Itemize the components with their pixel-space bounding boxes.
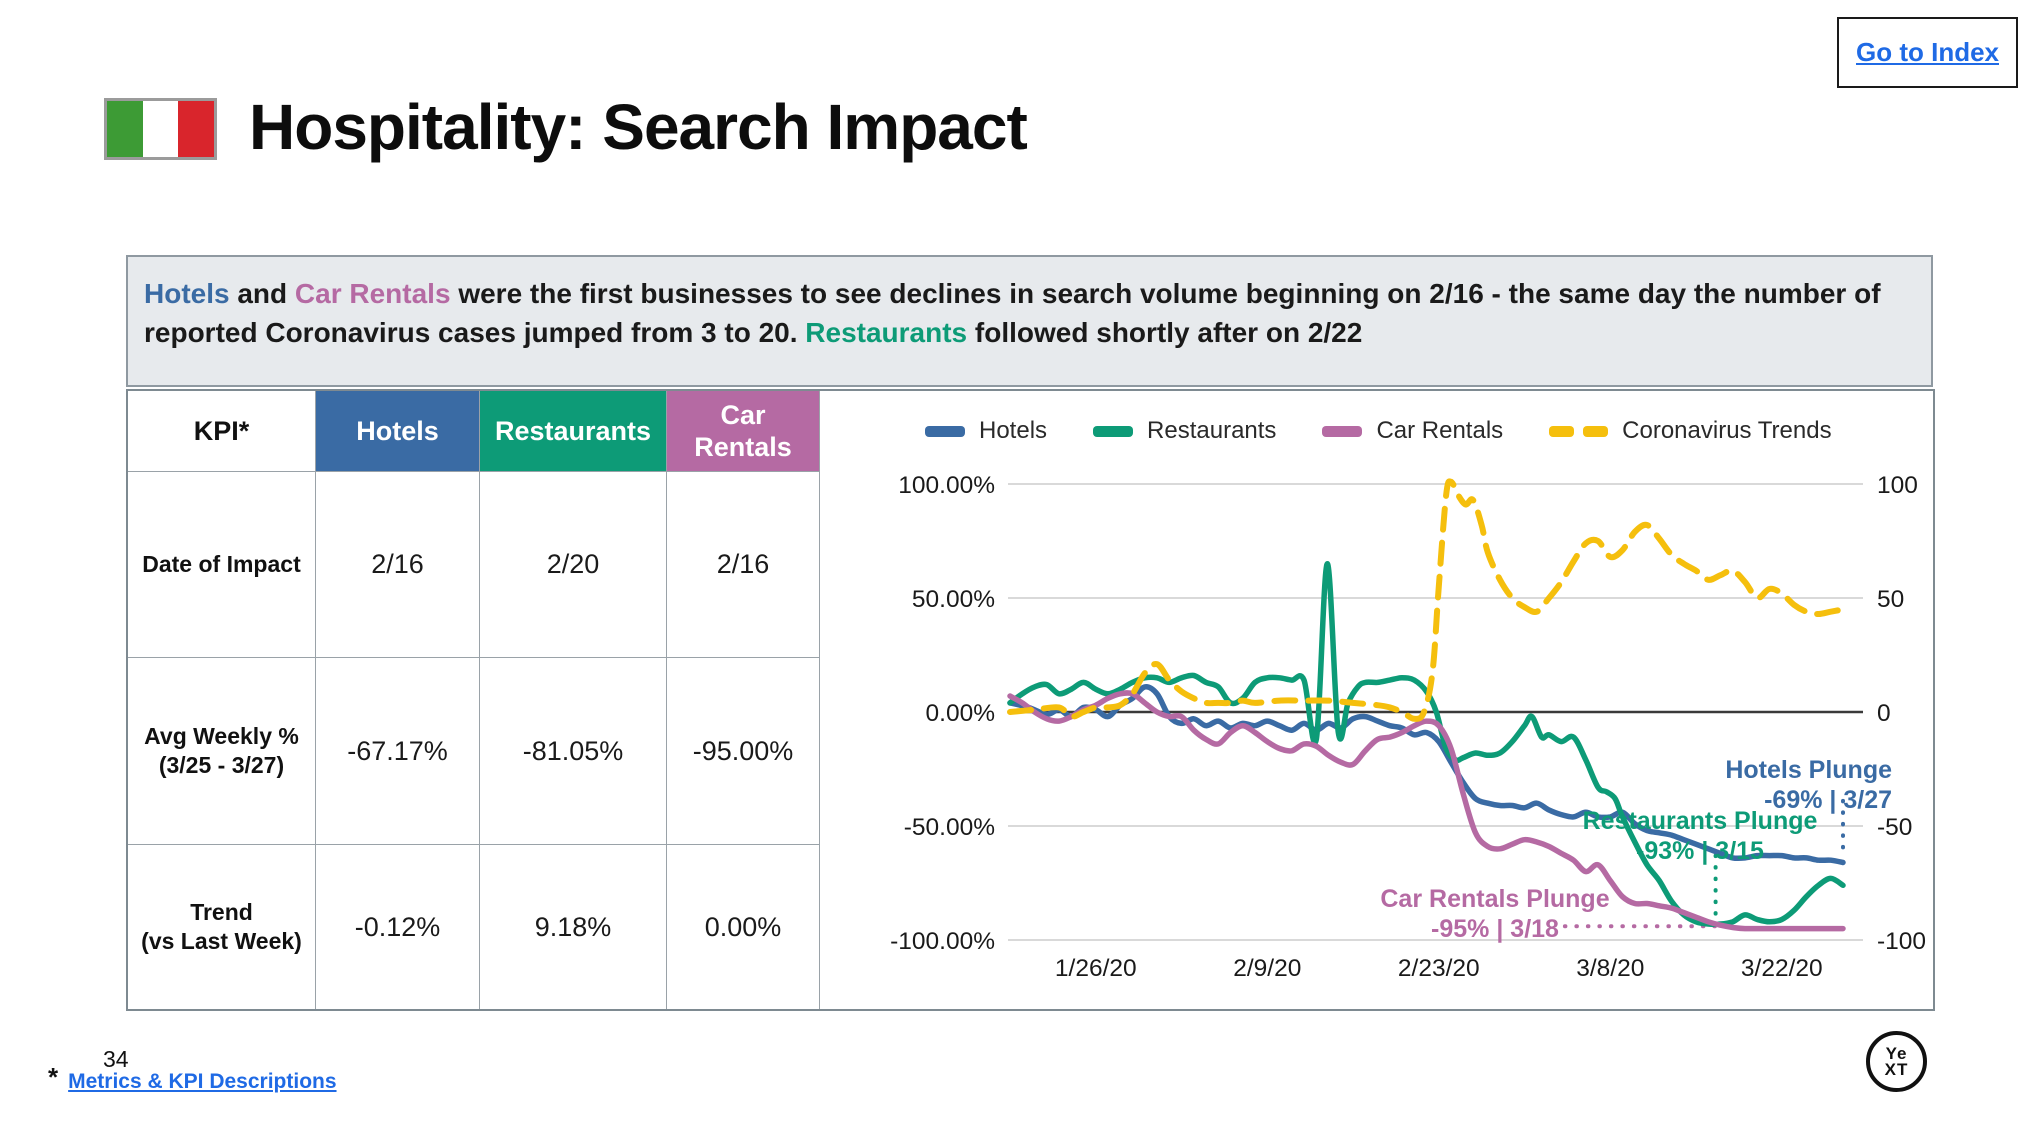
- summary-text: were the first businesses to see declines in search volume beginning on 2/16 - the same day the number of reported Coronavirus cases jumped from 3 to 20.: [144, 278, 1881, 348]
- yext-logo-text: Ye: [1885, 1043, 1908, 1063]
- kpi-header-cell: KPI*: [128, 391, 316, 472]
- table-cell: 2/16: [667, 472, 820, 658]
- annotation-line: Car Rentals Plunge: [1380, 885, 1610, 913]
- metrics-kpi-link[interactable]: Metrics & KPI Descriptions: [68, 1070, 337, 1093]
- legend-item-restaurants: [1093, 417, 1276, 445]
- legend-label: Car Rentals: [1376, 417, 1504, 444]
- annotation-line: Hotels Plunge: [1725, 756, 1892, 784]
- row-label-trend: [128, 845, 316, 1009]
- chart-plot-area: [820, 391, 1933, 1009]
- hotels-term: Hotels: [144, 278, 230, 309]
- car-rentals-plunge-annotation: [1380, 884, 1609, 944]
- y-axis-label-right: 100: [1877, 472, 1918, 499]
- x-axis-label: 3/22/20: [1740, 955, 1823, 982]
- y-axis-label-left: 50.00%: [911, 586, 995, 613]
- search-impact-chart: [820, 391, 1933, 1009]
- y-axis-label-left: 100.00%: [898, 472, 995, 499]
- y-axis-label-left: -50.00%: [903, 814, 995, 841]
- asterisk: *: [48, 1062, 59, 1092]
- restaurants-plunge-annotation: [1583, 806, 1818, 866]
- row-label-text: Date of Impact: [142, 551, 301, 577]
- table-cell: 2/20: [480, 472, 667, 658]
- restaurants-line-swatch-icon: [1093, 426, 1133, 437]
- y-axis-label-left: -100.00%: [890, 928, 995, 955]
- x-axis-label: 1/26/20: [1054, 955, 1137, 982]
- page-number: 34: [103, 1046, 129, 1072]
- table-cell: 0.00%: [667, 845, 820, 1009]
- car-rentals-header-cell: Car Rentals: [667, 391, 820, 472]
- chart-legend: [925, 417, 1832, 445]
- annotation-line: -93% | 3/15: [1636, 837, 1764, 865]
- coronavirus-dashed-swatch-icon: [1549, 426, 1608, 437]
- kpi-table: [128, 391, 820, 1009]
- flag-green-stripe: [107, 101, 143, 157]
- legend-item-hotels: [925, 417, 1047, 445]
- table-cell: -95.00%: [667, 658, 820, 845]
- table-cell: 2/16: [316, 472, 480, 658]
- row-sublabel-text: (vs Last Week): [141, 928, 302, 954]
- restaurants-header-cell: Restaurants: [480, 391, 667, 472]
- yext-logo: [1866, 1031, 1927, 1092]
- hotels-header-cell: Hotels: [316, 391, 480, 472]
- annotation-line: Restaurants Plunge: [1582, 807, 1818, 835]
- summary-text-box: [126, 255, 1933, 387]
- x-axis-label: 2/23/20: [1397, 955, 1480, 982]
- table-cell: -67.17%: [316, 658, 480, 845]
- restaurants-term: Restaurants: [805, 317, 968, 348]
- annotation-line: -95% | 3/18: [1431, 915, 1559, 943]
- table-cell: -0.12%: [316, 845, 480, 1009]
- flag-white-stripe: [143, 101, 179, 157]
- y-axis-label-right: -50: [1877, 814, 1913, 841]
- car-rentals-line-swatch-icon: [1322, 426, 1362, 437]
- italy-flag-icon: [104, 98, 217, 160]
- legend-label: Restaurants: [1147, 417, 1277, 444]
- page-title: Hospitality: Search Impact: [249, 91, 1027, 163]
- x-axis-label: 2/9/20: [1233, 955, 1302, 982]
- car_rentals-term: Car Rentals: [294, 278, 451, 309]
- y-axis-label-left: 0.00%: [925, 700, 995, 727]
- row-label-avg-weekly: [128, 658, 316, 845]
- flag-red-stripe: [178, 101, 214, 157]
- legend-item-coronavirus: [1549, 417, 1831, 445]
- y-axis-label-right: 0: [1877, 700, 1891, 727]
- summary-text: followed shortly after on 2/22: [967, 317, 1363, 348]
- y-axis-label-right: 50: [1877, 586, 1905, 613]
- y-axis-label-right: -100: [1877, 928, 1927, 955]
- summary-text: and: [229, 278, 295, 309]
- row-sublabel-text: (3/25 - 3/27): [158, 752, 285, 778]
- row-label-text: Trend: [190, 899, 253, 925]
- x-axis-label: 3/8/20: [1576, 955, 1645, 982]
- footnote: [48, 1062, 337, 1094]
- row-label-text: Avg Weekly %: [144, 723, 299, 749]
- restaurants-line: [1010, 564, 1843, 925]
- legend-label: Coronavirus Trends: [1622, 417, 1832, 444]
- go-to-index-box: [1837, 17, 2018, 88]
- legend-label: Hotels: [979, 417, 1048, 444]
- legend-item-car-rentals: [1322, 417, 1503, 445]
- table-cell: -81.05%: [480, 658, 667, 845]
- kpi-and-chart-panel: [126, 389, 1935, 1011]
- annotation-line: -69% | 3/27: [1764, 786, 1892, 814]
- table-cell: 9.18%: [480, 845, 667, 1009]
- go-to-index-link[interactable]: Go to Index: [1856, 37, 1999, 67]
- yext-logo-text: XT: [1884, 1059, 1909, 1079]
- row-label-date-of-impact: [128, 472, 316, 658]
- hotels-line-swatch-icon: [925, 426, 965, 437]
